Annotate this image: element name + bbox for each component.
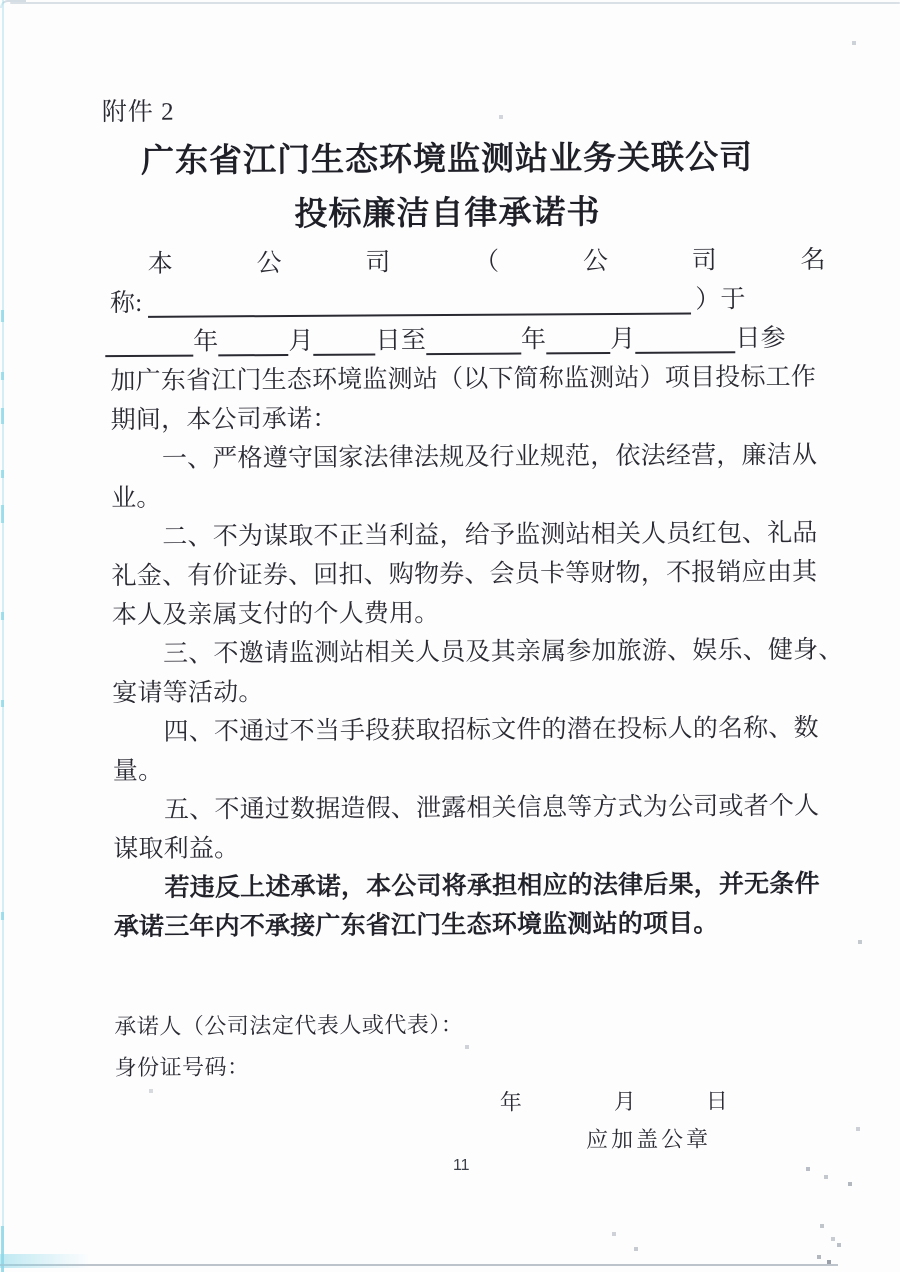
body-line: 本人及亲属支付的个人费用。	[111, 600, 440, 630]
seal-note: 应加盖公章	[586, 1126, 712, 1153]
signature-date-year: 年	[499, 1089, 522, 1115]
opening-char: 公	[582, 248, 609, 276]
blank-underline	[426, 325, 521, 356]
doc-title-line-2: 投标廉洁自律承诺书	[294, 195, 601, 233]
name-blank-underline	[148, 285, 691, 318]
body-line: 加广东省江门生态环境监测站（以下简称监测站）项目投标工作	[110, 363, 817, 396]
blank-underline	[218, 326, 288, 356]
body-line: 三、不邀请监测站相关人员及其亲属参加旅游、娱乐、健身、	[163, 636, 844, 668]
blank-underline	[105, 327, 193, 358]
opening-char: （	[474, 248, 500, 276]
opening-char: 名	[800, 246, 826, 274]
opening-char: 公	[256, 250, 282, 278]
signature-promisor-line: 承诺人（公司法定代表人或代表）：	[114, 1011, 464, 1040]
body-line: 礼金、有价证券、回扣、购物券、会员卡等财物，不报销应由其	[111, 558, 818, 591]
body-line-bold: 若违反上述承诺，本公司将承担相应的法律后果，并无条件	[164, 870, 820, 902]
scan-speckles	[0, 0, 2, 2]
date-seg-year2: 年	[520, 326, 547, 354]
signature-date-row	[500, 1084, 728, 1116]
blank-underline	[546, 324, 610, 354]
date-seg-year1: 年	[193, 328, 219, 356]
company-name-line	[110, 280, 826, 323]
body-line: 五、不通过数据造假、泄露相关信息等方式为公司或者个人	[163, 792, 820, 824]
date-seg-month2: 月	[610, 325, 636, 354]
opening-char: 司	[365, 249, 391, 277]
body-line: 量。	[112, 757, 164, 786]
body-line: 二、不为谋取不正当利益，给予监测站相关人员红包、礼品	[162, 519, 818, 551]
opening-line	[148, 241, 826, 284]
body-line-bold: 承诺三年内不承接广东省江门生态环境监测站的项目。	[113, 910, 719, 942]
body-line: 一、严格遵守国家法律法规及行业规范，依法经营，廉洁从	[161, 441, 818, 473]
blank-underline	[314, 325, 376, 355]
opening-char: 司	[691, 247, 717, 275]
doc-title-line-1: 广东省江门生态环境监测站业务关联公司	[140, 140, 754, 180]
signature-date-day: 日	[705, 1088, 728, 1114]
body-line: 谋取利益。	[113, 835, 240, 864]
body-line: 宴请等活动。	[112, 679, 264, 708]
opening-char: 本	[147, 250, 174, 278]
name-prefix: 称:	[109, 289, 143, 318]
signature-date-month: 月	[613, 1088, 636, 1115]
body-text	[109, 241, 844, 947]
body-line: 业。	[111, 484, 162, 513]
signature-id-line: 身份证号码：	[114, 1054, 250, 1081]
blank-underline	[635, 323, 735, 354]
body-line: 期间，本公司承诺：	[110, 405, 338, 435]
page-number: 11	[452, 1156, 470, 1174]
date-seg-day-to: 日至	[375, 327, 427, 355]
date-seg-month1: 月	[288, 327, 314, 355]
date-fill-line	[110, 319, 826, 362]
attachment-label: 附件 2	[101, 98, 175, 127]
name-suffix: ）于	[695, 286, 746, 314]
date-seg-day-join: 日参	[735, 324, 786, 353]
body-line: 四、不通过不当手段获取招标文件的潜在投标人的名称、数	[163, 714, 819, 746]
